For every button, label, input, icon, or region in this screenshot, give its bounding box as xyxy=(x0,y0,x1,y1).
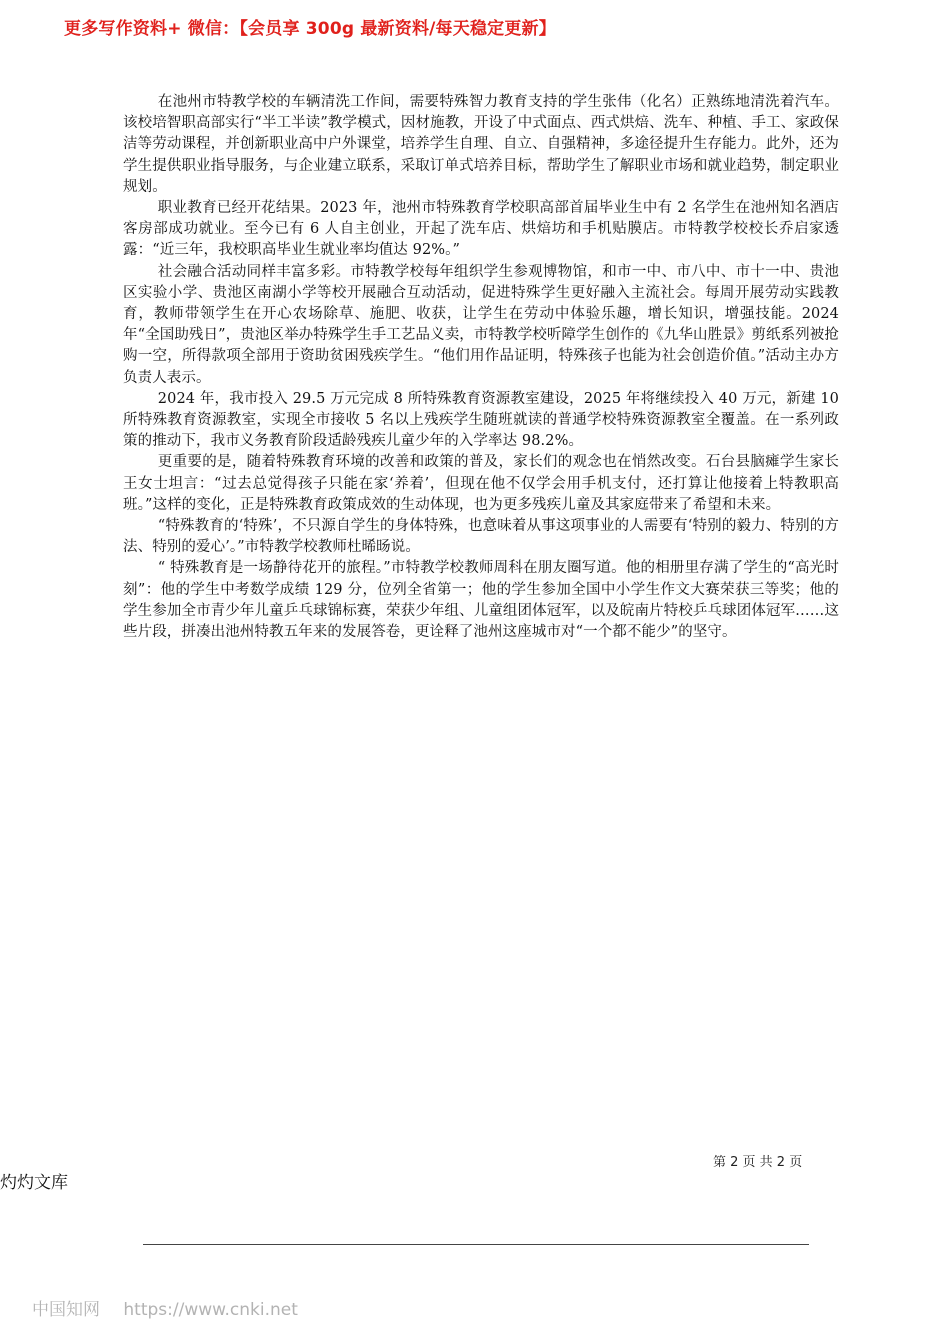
article-paragraph: 更重要的是，随着特殊教育环境的改善和政策的普及，家长们的观念也在悄然改变。石台县脑瘫学生家长王女士坦言：“过去总觉得孩子只能在家‘养着’，但现在他不仅学会用手机支付，还打算让他接着上特教职高班。”这样的变化，正是特殊教育政策成效的生动体现，也为更多残疾儿童及其家庭带来了希望和未来。 xyxy=(123,454,839,513)
article-paragraph: “ 特殊教育是一场静待花开的旅程。”市特教学校教师周科在朋友圈写道。他的相册里存满了学生的“高光时刻”：他的学生中考数学成绩 129 分，位列全省第一；他的学生参加全国中小学生作文大赛荣获三等奖；他的学生参加全市青少年儿童乒乓球锦标赛，荣获少年组、儿童组团体冠军，以及皖南片特校乒乓球团体冠军……这些片段，拼凑出池州特教五年来的发展答卷，更诠释了池州这座城市对“一个都不能少”的坚守。 xyxy=(123,560,839,641)
article-paragraph: 职业教育已经开花结果。2023 年，池州市特殊教育学校职高部首届毕业生中有 2 名学生在池州知名酒店客房部成功就业。至今已有 6 人自主创业，开起了洗车店、烘焙坊和手机贴膜店。市特教学校校长乔启家透露：“近三年，我校职高毕业生就业率均值达 92%。” xyxy=(123,200,839,259)
promo-banner: 更多写作资料+ 微信：【会员享 300g 最新资料/每天稳定更新】 xyxy=(64,19,556,39)
article-paragraph: 在池州市特教学校的车辆清洗工作间，需要特殊智力教育支持的学生张伟（化名）正熟练地清洗着汽车。该校培智职高部实行“半工半读”教学模式，因材施教，开设了中式面点、西式烘焙、洗车、种植、手工、家政保洁等劳动课程，并创新职业高中户外课堂，培养学生自理、自立、自强精神，多途径提升生存能力。此外，还为学生提供职业指导服务，与企业建立联系，采取订单式培养目标，帮助学生了解职业市场和就业趋势，制定职业规划。 xyxy=(123,94,839,195)
watermark-url: https://www.cnki.net xyxy=(123,1300,298,1320)
article-paragraph: “特殊教育的‘特殊’，不只源自学生的身体特殊，也意味着从事这项事业的人需要有‘特别的毅力、特别的方法、特别的爱心’。”市特教学校教师杜晞旸说。 xyxy=(123,518,839,556)
library-name: 灼灼文库 xyxy=(0,1173,68,1193)
article-paragraph: 社会融合活动同样丰富多彩。市特教学校每年组织学生参观博物馆，和市一中、市八中、市十一中、贵池区实验小学、贵池区南湖小学等校开展融合互动活动，促进特殊学生更好融入主流社会。每周开展劳动实践教育，教师带领学生在开心农场除草、施肥、收获，让学生在劳动中体验乐趣，增长知识，增强技能。2024 年“全国助残日”，贵池区举办特殊学生手工艺品义卖，市特教学校听障学生创作的《九华山胜景》剪纸系列被抢购一空，所得款项全部用于资助贫困残疾学生。“他们用作品证明，特殊孩子也能为社会创造价值。”活动主办方负责人表示。 xyxy=(123,263,839,386)
article-body xyxy=(123,92,839,643)
page-number: 第 2 页 共 2 页 xyxy=(713,1155,803,1170)
footer-divider xyxy=(143,1244,809,1245)
watermark xyxy=(32,1295,298,1320)
article-paragraph: 2024 年，我市投入 29.5 万元完成 8 所特殊教育资源教室建设，2025 年将继续投入 40 万元，新建 10 所特殊教育资源教室，实现全市接收 5 名以上残疾学生随班就读的普通学校特殊资源教室全覆盖。在一系列政策的推动下，我市义务教育阶段适龄残疾儿童少年的入学率达 98.2%。 xyxy=(123,390,839,450)
watermark-site-name: 中国知网 xyxy=(32,1300,100,1320)
